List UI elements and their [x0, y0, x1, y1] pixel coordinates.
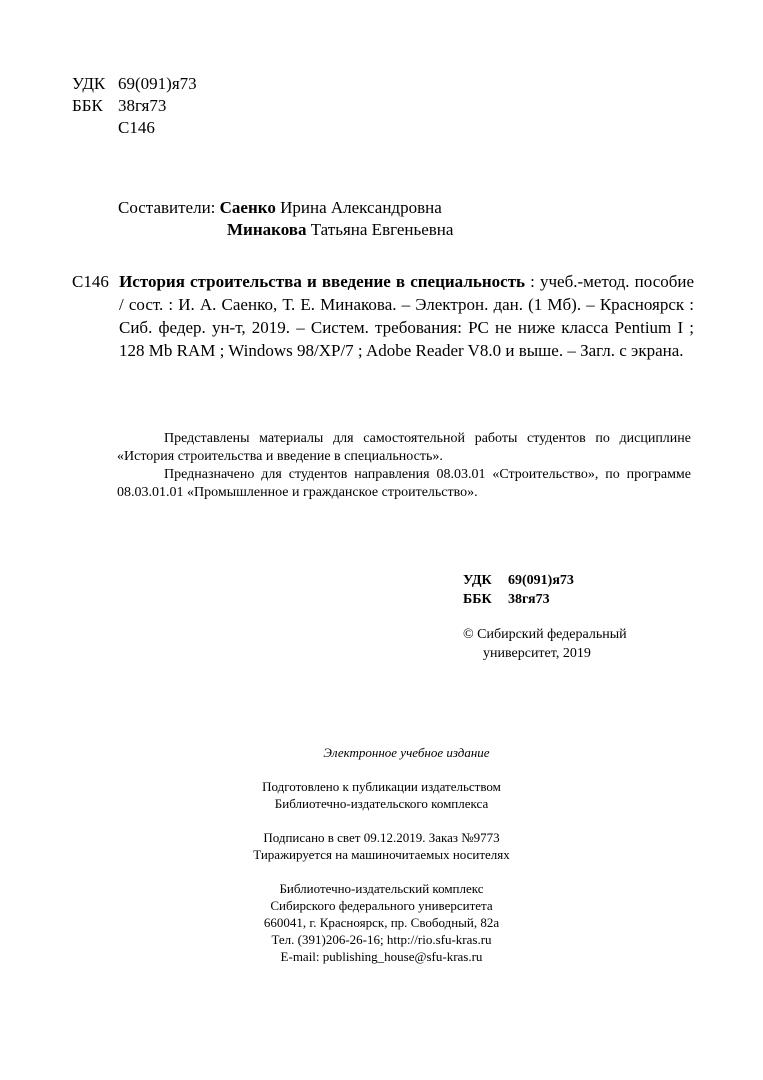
signed-line: Подписано в свет 09.12.2019. Заказ №9773 [263, 830, 500, 845]
prepared-line-2: Библиотечно-издательского комплекса [274, 796, 489, 811]
bbk-value: 38гя73 [118, 96, 167, 115]
classification-codes [72, 73, 197, 139]
bibliographic-record [72, 270, 694, 362]
right-codes [463, 571, 574, 609]
compiler2-name: Татьяна Евгеньевна [310, 220, 454, 239]
udk-line [72, 73, 197, 95]
bbk-line [72, 95, 197, 117]
copyright-line-2: университет, 2019 [483, 646, 591, 661]
right-bbk-value: 38гя73 [508, 592, 550, 607]
publisher-line-1: Библиотечно-издательский комплекс [279, 881, 484, 896]
udk-label: УДК [72, 74, 106, 93]
compiler1-surname: Саенко [219, 198, 276, 217]
copyright [463, 625, 627, 663]
bbk-label: ББК [72, 96, 103, 115]
record-sign: С146 [72, 272, 109, 291]
prepared-line-1: Подготовлено к публикации издательством [262, 779, 501, 794]
edition-type: Электронное учебное издание [323, 745, 490, 760]
annotation [117, 430, 691, 502]
publisher-line-2: Сибирского федерального университета [270, 898, 493, 913]
imprint [0, 744, 763, 982]
bibliographic-text [72, 270, 694, 362]
signed-block [0, 829, 763, 863]
address-line: 660041, г. Красноярск, пр. Свободный, 82а [263, 915, 500, 930]
book-title: История строительства и введение в специальность [119, 272, 526, 291]
record-description-start: : учеб.-метод. [525, 272, 630, 291]
compiler2-surname: Минакова [227, 220, 307, 239]
prepared-block [0, 778, 763, 812]
compiler-line-2 [118, 219, 453, 241]
compilers-block [118, 197, 453, 241]
annotation-paragraph-1: Представлены материалы для самостоятельной работы студентов по дисциплине «История строительства и введение в специальность». [117, 431, 691, 464]
phone-line: Тел. (391)206-26-16; http://rio.sfu-kras.ru [271, 932, 492, 947]
right-udk-line [463, 571, 574, 590]
compiler-line-1 [118, 197, 453, 219]
email-line: E-mail: publishing_house@sfu-kras.ru [280, 949, 483, 964]
copyright-line-1: © Сибирский федеральный [463, 627, 627, 642]
edition-block [0, 744, 763, 761]
udk-value: 69(091)я73 [118, 74, 197, 93]
publisher-block [0, 880, 763, 965]
right-udk-value: 69(091)я73 [508, 573, 574, 588]
annotation-paragraph-2: Предназначено для студентов направления 08.03.01 «Строительство», по программе 08.03.01.01 «Промышленное и гражданское строительство». [117, 467, 691, 500]
compiler1-name: Ирина Александровна [280, 198, 442, 217]
record-description: пособие / сост. : И. А. Саенко, Т. Е. Минакова. – Электрон. дан. (1 Мб). – Красноярск : Сиб. федер. ун-т, 2019. – Систем. требования: PC не ниже класса Pentium I ; 128 Mb RAM ; Windows 98/XP/7 ; Adobe Reader V8.0 и выше. – Загл. с экрана. [119, 272, 695, 360]
right-bbk-line [463, 590, 574, 609]
right-bbk-label: ББК [463, 592, 492, 607]
author-sign-line [72, 117, 197, 139]
right-udk-label: УДК [463, 573, 492, 588]
author-sign: С146 [118, 118, 155, 137]
replicated-line: Тиражируется на машиночитаемых носителях [253, 847, 510, 862]
compilers-label: Составители: [118, 198, 216, 217]
